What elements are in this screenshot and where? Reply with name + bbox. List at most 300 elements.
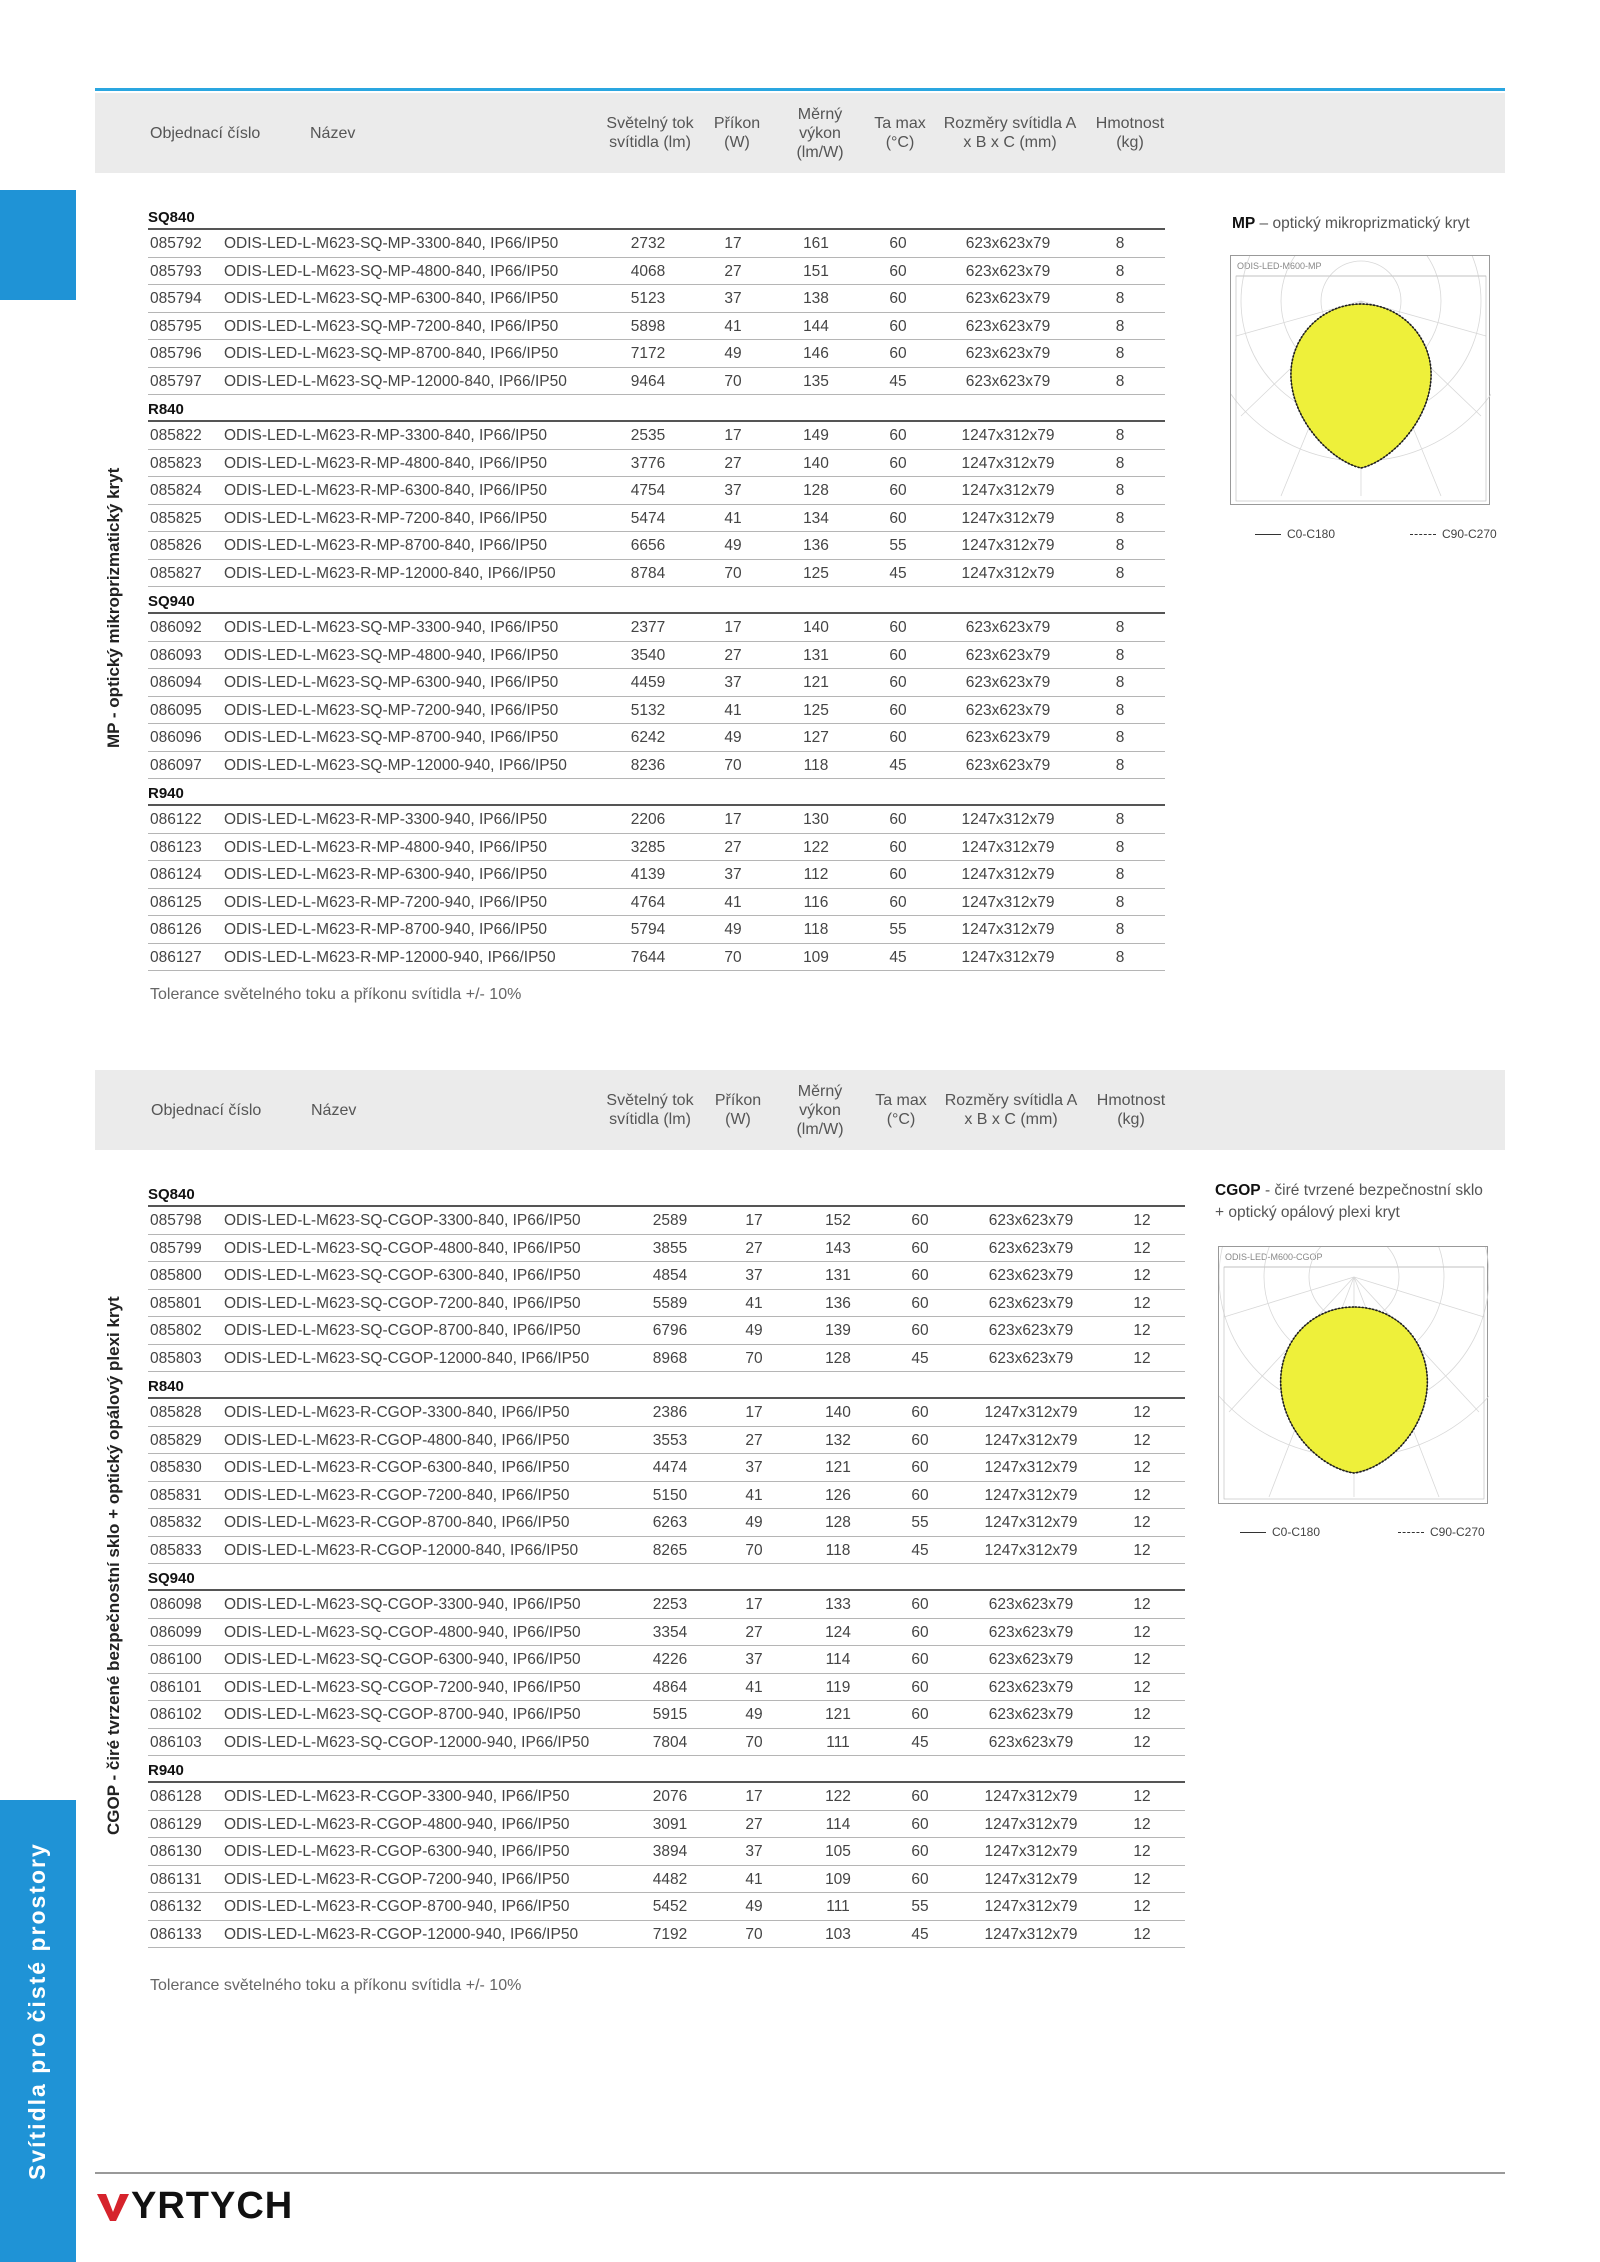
cell-luminous-flux: 5132 [630,701,666,719]
cell-power: 37 [745,1843,763,1860]
cell-dimensions: 1247x312x79 [984,1514,1078,1531]
group-title: SQ940 [148,587,1165,614]
table-row [148,1893,1185,1921]
cell-weight: 8 [1115,674,1125,691]
cell-order-number: 086133 [150,1925,202,1943]
cell-efficacy: 131 [825,1267,851,1284]
cell-order-number: 086093 [150,646,202,664]
header-dimensions: Rozměry svítidla A x B x C (mm) [943,115,1077,151]
cell-power: 27 [745,1815,763,1833]
cell-order-number: 086122 [150,811,202,828]
cell-dimensions: 623x623x79 [988,1678,1074,1696]
cell-dimensions: 623x623x79 [965,235,1051,252]
cell-order-number: 086096 [150,729,202,746]
cell-ta-max: 60 [889,893,907,911]
cell-ta-max: 45 [911,1541,929,1559]
cell-power: 41 [745,1294,763,1312]
cell-weight: 12 [1133,1651,1151,1668]
cell-weight: 8 [1115,948,1125,966]
cell-dimensions: 1247x312x79 [961,948,1055,966]
cell-luminous-flux: 3540 [630,646,666,664]
legend-c90-mp [1410,527,1497,541]
cell-ta-max: 55 [889,921,907,938]
cell-power: 70 [724,372,742,390]
table-row [148,916,1165,944]
table-row [148,614,1165,642]
cell-luminous-flux: 4754 [630,482,666,499]
cell-weight: 12 [1133,1349,1151,1367]
cell-power: 41 [745,1870,763,1888]
cell-power: 37 [724,290,742,307]
cell-luminous-flux: 2377 [630,619,666,636]
cell-order-number: 085799 [150,1239,202,1257]
cell-luminous-flux: 4854 [652,1267,688,1284]
group-title: SQ940 [148,1564,1185,1591]
cell-weight: 12 [1133,1898,1151,1915]
diagram-title-mp-desc: – optický mikroprizmatický kryt [1255,215,1470,232]
cell-power: 41 [724,893,742,911]
cell-name: ODIS-LED-L-M623-R-CGOP-7200-940, IP66/IP50 [224,1870,570,1888]
cell-weight: 8 [1115,756,1125,774]
cell-ta-max: 60 [889,235,907,252]
cell-luminous-flux: 4482 [652,1870,688,1888]
cell-luminous-flux: 5794 [630,921,666,938]
group-title: SQ840 [148,203,1165,230]
cell-name: ODIS-LED-L-M623-SQ-CGOP-8700-940, IP66/IP50 [224,1706,581,1723]
cell-weight: 8 [1115,729,1125,746]
cell-dimensions: 623x623x79 [988,1623,1074,1641]
cell-efficacy: 151 [803,262,829,280]
cell-ta-max: 60 [911,1322,929,1339]
cell-efficacy: 111 [826,1898,850,1915]
table-row [148,1674,1185,1702]
cell-name: ODIS-LED-L-M623-SQ-MP-4800-840, IP66/IP50 [224,262,559,280]
product-group-sq840 [148,203,1165,395]
cell-efficacy: 121 [803,674,829,691]
cell-order-number: 085829 [150,1431,202,1449]
cell-order-number: 085822 [150,427,202,444]
cell-efficacy: 133 [825,1596,851,1613]
cell-ta-max: 45 [911,1925,929,1943]
cell-efficacy: 109 [803,948,829,966]
table-row [148,1399,1185,1427]
cell-luminous-flux: 3855 [652,1239,688,1257]
cell-luminous-flux: 2535 [630,427,666,444]
cell-luminous-flux: 5474 [630,509,666,527]
cell-order-number: 086102 [150,1706,202,1723]
cell-efficacy: 122 [803,838,829,856]
cell-name: ODIS-LED-L-M623-SQ-MP-8700-840, IP66/IP50 [224,345,559,362]
cell-weight: 8 [1115,701,1125,719]
legend-c0-mp [1255,527,1335,541]
vyrtych-logo [97,2185,293,2228]
cell-power: 37 [724,482,742,499]
table-row [148,1427,1185,1455]
cell-power: 49 [745,1322,763,1339]
cell-ta-max: 60 [911,1267,929,1284]
table-row [148,230,1165,258]
table-row [148,752,1165,780]
cell-efficacy: 128 [825,1514,851,1531]
cell-name: ODIS-LED-L-M623-SQ-CGOP-7200-840, IP66/IP50 [224,1294,581,1312]
cell-weight: 12 [1133,1404,1151,1421]
cell-weight: 12 [1133,1459,1151,1476]
cell-name: ODIS-LED-L-M623-R-MP-8700-840, IP66/IP50 [224,537,548,554]
table-row [148,1729,1185,1757]
cell-ta-max: 45 [889,564,907,582]
table-row [148,368,1165,396]
cell-name: ODIS-LED-L-M623-SQ-MP-6300-840, IP66/IP50 [224,290,559,307]
cell-name: ODIS-LED-L-M623-SQ-MP-4800-940, IP66/IP50 [224,646,559,664]
product-group-r940 [148,779,1165,971]
cell-dimensions: 623x623x79 [965,317,1051,335]
photometric-diagram-cgop [1218,1246,1488,1504]
table-row [148,477,1165,505]
cell-power: 70 [745,1349,763,1367]
cell-weight: 8 [1115,893,1125,911]
cell-power: 41 [745,1678,763,1696]
cell-weight: 12 [1133,1623,1151,1641]
cell-name: ODIS-LED-L-M623-SQ-MP-3300-940, IP66/IP50 [224,619,559,636]
cell-ta-max: 60 [911,1239,929,1257]
cell-power: 37 [745,1267,763,1284]
legend-c90-mp-label: C90-C270 [1442,527,1497,541]
cell-ta-max: 60 [911,1431,929,1449]
cell-name: ODIS-LED-L-M623-R-MP-4800-940, IP66/IP50 [224,838,548,856]
cell-luminous-flux: 6242 [630,729,666,746]
legend-c0-mp-label: C0-C180 [1287,527,1336,541]
cell-efficacy: 138 [803,290,829,307]
cell-name: ODIS-LED-L-M623-SQ-MP-6300-940, IP66/IP50 [224,674,559,691]
diagram-title-mp [1232,213,1470,235]
cell-name: ODIS-LED-L-M623-R-CGOP-7200-840, IP66/IP50 [224,1486,570,1504]
cell-dimensions: 1247x312x79 [984,1431,1078,1449]
product-table-cgop [148,1180,1185,1948]
cell-power: 41 [724,317,742,335]
cell-efficacy: 132 [825,1431,851,1449]
cell-order-number: 085796 [150,345,202,362]
cell-luminous-flux: 7172 [630,345,666,362]
cell-power: 17 [745,1596,763,1613]
header-order-number: Objednací číslo [150,124,261,142]
cell-order-number: 085802 [150,1322,202,1339]
cell-order-number: 085826 [150,537,202,554]
cell-name: ODIS-LED-L-M623-R-MP-7200-940, IP66/IP50 [224,893,548,911]
cell-dimensions: 623x623x79 [965,262,1051,280]
cell-efficacy: 118 [825,1541,851,1559]
cell-efficacy: 139 [825,1322,851,1339]
cell-ta-max: 45 [889,948,907,966]
diagram-caption-cgop: ODIS-LED-M600-CGOP [1225,1252,1323,1262]
cell-order-number: 085825 [150,509,202,527]
cell-order-number: 085828 [150,1404,202,1421]
diagram-caption-mp: ODIS-LED-M600-MP [1237,261,1322,271]
cell-dimensions: 1247x312x79 [961,564,1055,582]
table-row [148,1866,1185,1894]
cell-order-number: 086092 [150,619,202,636]
header-power-2: Příkon (W) [714,1092,762,1128]
cell-name: ODIS-LED-L-M623-SQ-CGOP-3300-940, IP66/IP50 [224,1596,581,1613]
cell-name: ODIS-LED-L-M623-SQ-CGOP-6300-940, IP66/IP50 [224,1651,581,1668]
product-table-mp [148,203,1165,971]
cell-dimensions: 1247x312x79 [961,921,1055,938]
cell-efficacy: 146 [803,345,829,362]
cell-luminous-flux: 8784 [630,564,666,582]
table-row [148,806,1165,834]
cell-luminous-flux: 2253 [652,1596,688,1613]
cell-name: ODIS-LED-L-M623-R-CGOP-6300-940, IP66/IP50 [224,1843,570,1860]
table-row [148,724,1165,752]
cell-name: ODIS-LED-L-M623-SQ-CGOP-12000-940, IP66/IP50 [224,1733,590,1751]
cell-efficacy: 121 [825,1706,851,1723]
cell-order-number: 086126 [150,921,202,938]
cell-order-number: 085823 [150,454,202,472]
table-row [148,889,1165,917]
cell-dimensions: 623x623x79 [988,1267,1074,1284]
cell-weight: 8 [1115,345,1125,362]
cell-dimensions: 623x623x79 [965,619,1051,636]
cell-name: ODIS-LED-L-M623-R-MP-6300-940, IP66/IP50 [224,866,548,883]
cell-dimensions: 1247x312x79 [984,1870,1078,1888]
cell-order-number: 086130 [150,1843,202,1860]
cell-weight: 8 [1115,619,1125,636]
table-header-mp [95,93,1505,173]
cell-ta-max: 60 [889,674,907,691]
cell-weight: 8 [1115,290,1125,307]
cell-weight: 12 [1133,1294,1151,1312]
cell-weight: 8 [1115,509,1125,527]
table-row [148,1290,1185,1318]
cell-order-number: 086094 [150,674,202,691]
table-row [148,697,1165,725]
cell-dimensions: 623x623x79 [965,290,1051,307]
cell-ta-max: 60 [889,345,907,362]
section-label-mp: MP - optický mikroprizmatický kryt [104,467,123,748]
table-row [148,1235,1185,1263]
cell-dimensions: 623x623x79 [965,646,1051,664]
cell-efficacy: 135 [803,372,829,390]
header-ta-max: Ta max (°C) [874,115,926,151]
cell-ta-max: 60 [889,290,907,307]
product-group-sq940 [148,1564,1185,1756]
table-row [148,1646,1185,1674]
cell-luminous-flux: 5150 [652,1486,688,1504]
polar-diagram-cgop [1219,1247,1489,1505]
cell-luminous-flux: 6796 [652,1322,688,1339]
cell-name: ODIS-LED-L-M623-R-MP-6300-840, IP66/IP50 [224,482,548,499]
cell-ta-max: 60 [889,317,907,335]
table-row [148,313,1165,341]
cell-luminous-flux: 8265 [652,1541,688,1559]
cell-luminous-flux: 8236 [630,756,666,774]
side-brand-label: Svítidla pro čisté prostory [24,1842,50,2180]
table-row [148,258,1165,286]
cell-ta-max: 60 [889,646,907,664]
table-row [148,285,1165,313]
cell-dimensions: 623x623x79 [965,729,1051,746]
group-title: R840 [148,1372,1185,1399]
cell-efficacy: 118 [803,756,829,774]
cell-dimensions: 623x623x79 [965,674,1051,691]
cell-efficacy: 126 [825,1486,851,1504]
table-row [148,532,1165,560]
cell-luminous-flux: 4459 [630,674,666,691]
cell-power: 49 [724,345,742,362]
cell-weight: 12 [1133,1596,1151,1613]
cell-efficacy: 121 [825,1459,851,1476]
cell-ta-max: 60 [889,811,907,828]
cell-order-number: 085801 [150,1294,202,1312]
cell-name: ODIS-LED-L-M623-SQ-MP-12000-940, IP66/IP50 [224,756,567,774]
side-tab-marker [0,190,76,300]
cell-luminous-flux: 6263 [652,1514,688,1531]
cell-power: 49 [745,1514,763,1531]
table-row [148,450,1165,478]
cell-dimensions: 623x623x79 [988,1349,1074,1367]
table-row [148,1537,1185,1565]
cell-power: 37 [745,1459,763,1476]
product-group-r840 [148,1372,1185,1564]
cell-dimensions: 623x623x79 [988,1733,1074,1751]
cell-power: 70 [724,564,742,582]
cell-order-number: 086128 [150,1788,202,1805]
table-row [148,422,1165,450]
cell-order-number: 085832 [150,1514,202,1531]
cell-order-number: 086099 [150,1623,202,1641]
cell-ta-max: 60 [889,262,907,280]
cell-ta-max: 60 [911,1459,929,1476]
product-group-sq840 [148,1180,1185,1372]
cell-order-number: 086097 [150,756,202,774]
section-label-cgop: CGOP - čiré tvrzené bezpečnostní sklo + optický opálový plexi kryt [104,1296,123,1835]
header-luminous-flux: Světelný tok svítidla (lm) [606,115,694,151]
cell-order-number: 085833 [150,1541,202,1559]
cell-order-number: 085803 [150,1349,202,1367]
cell-ta-max: 60 [911,1843,929,1860]
cell-dimensions: 1247x312x79 [984,1788,1078,1805]
cell-ta-max: 60 [889,482,907,499]
cell-luminous-flux: 2732 [630,235,666,252]
table-row [148,505,1165,533]
cell-weight: 12 [1133,1486,1151,1504]
legend-c90-cgop-label: C90-C270 [1430,1525,1485,1539]
cell-efficacy: 143 [825,1239,851,1257]
cell-weight: 8 [1115,811,1125,828]
cell-efficacy: 125 [803,701,829,719]
header-weight: Hmotnost (kg) [1095,115,1165,151]
cell-name: ODIS-LED-L-M623-SQ-MP-3300-840, IP66/IP50 [224,235,559,252]
header-weight-2: Hmotnost (kg) [1096,1092,1166,1128]
logo-v-mark-icon [97,2192,129,2222]
cell-power: 27 [745,1431,763,1449]
cell-weight: 12 [1133,1322,1151,1339]
cell-luminous-flux: 4474 [652,1459,688,1476]
cell-dimensions: 1247x312x79 [984,1486,1078,1504]
cell-luminous-flux: 9464 [630,372,666,390]
cell-luminous-flux: 3091 [652,1815,688,1833]
cell-order-number: 085793 [150,262,202,280]
cell-name: ODIS-LED-L-M623-R-CGOP-8700-940, IP66/IP50 [224,1898,570,1915]
tolerance-note-cgop: Tolerance světelného toku a příkonu svítidla +/- 10% [150,1977,522,1994]
cell-dimensions: 623x623x79 [988,1294,1074,1312]
cell-power: 41 [724,509,742,527]
cell-efficacy: 111 [826,1733,850,1751]
cell-weight: 8 [1115,564,1125,582]
cell-dimensions: 623x623x79 [965,756,1051,774]
cell-efficacy: 136 [825,1294,851,1312]
header-luminous-flux-2: Světelný tok svítidla (lm) [606,1092,694,1128]
cell-efficacy: 114 [825,1651,851,1668]
cell-luminous-flux: 3553 [652,1431,688,1449]
cell-power: 70 [745,1541,763,1559]
product-group-r940 [148,1756,1185,1948]
table-row [148,1454,1185,1482]
tolerance-note-mp: Tolerance světelného toku a příkonu svítidla +/- 10% [150,986,522,1003]
cell-name: ODIS-LED-L-M623-SQ-CGOP-7200-940, IP66/IP50 [224,1678,581,1696]
legend-c90-cgop [1398,1525,1485,1539]
cell-power: 27 [724,262,742,280]
cell-power: 17 [724,427,742,444]
cell-luminous-flux: 3776 [630,454,666,472]
cell-name: ODIS-LED-L-M623-SQ-CGOP-3300-840, IP66/IP50 [224,1212,581,1229]
cell-ta-max: 60 [911,1623,929,1641]
product-group-sq940 [148,587,1165,779]
cell-ta-max: 45 [889,372,907,390]
cell-ta-max: 60 [911,1651,929,1668]
cell-ta-max: 60 [889,866,907,883]
cell-efficacy: 134 [803,509,829,527]
cell-luminous-flux: 7192 [652,1925,688,1943]
cell-luminous-flux: 5589 [652,1294,688,1312]
cell-order-number: 086101 [150,1678,202,1696]
cell-ta-max: 55 [911,1514,929,1531]
cell-name: ODIS-LED-L-M623-R-CGOP-8700-840, IP66/IP50 [224,1514,570,1531]
cell-efficacy: 105 [825,1843,851,1860]
cell-weight: 12 [1133,1870,1151,1888]
cell-luminous-flux: 4864 [652,1678,688,1696]
table-row [148,1207,1185,1235]
cell-weight: 8 [1115,262,1125,280]
cell-efficacy: 116 [803,893,829,911]
cell-efficacy: 130 [803,811,829,828]
cell-dimensions: 1247x312x79 [961,893,1055,911]
cell-ta-max: 60 [889,509,907,527]
cell-name: ODIS-LED-L-M623-R-CGOP-12000-940, IP66/IP50 [224,1925,579,1943]
cell-weight: 8 [1115,317,1125,335]
cell-power: 27 [745,1239,763,1257]
diagram-title-cgop-code: CGOP [1215,1182,1261,1199]
cell-power: 27 [724,646,742,664]
cell-weight: 8 [1115,427,1125,444]
cell-efficacy: 103 [825,1925,851,1943]
cell-dimensions: 623x623x79 [988,1596,1074,1613]
cell-luminous-flux: 2386 [652,1404,688,1421]
cell-order-number: 086100 [150,1651,202,1668]
cell-name: ODIS-LED-L-M623-R-MP-7200-840, IP66/IP50 [224,509,548,527]
cell-ta-max: 45 [889,756,907,774]
cell-ta-max: 60 [911,1404,929,1421]
cell-name: ODIS-LED-L-M623-R-CGOP-6300-840, IP66/IP50 [224,1459,570,1476]
cell-dimensions: 1247x312x79 [984,1815,1078,1833]
cell-dimensions: 623x623x79 [988,1706,1074,1723]
table-row [148,340,1165,368]
cell-efficacy: 140 [803,619,829,636]
cell-order-number: 085824 [150,482,202,499]
table-row [148,1262,1185,1290]
cell-name: ODIS-LED-L-M623-R-MP-8700-940, IP66/IP50 [224,921,548,938]
cell-power: 37 [745,1651,763,1668]
table-row [148,1317,1185,1345]
